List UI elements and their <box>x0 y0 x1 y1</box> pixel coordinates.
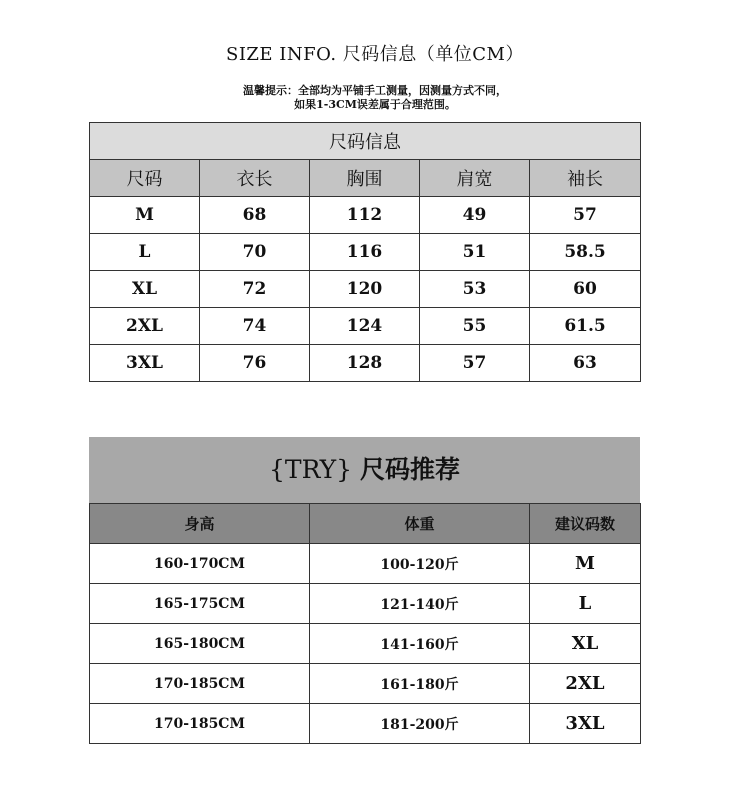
cell-size: 3XL <box>90 345 200 382</box>
cell-suggested-size: 2XL <box>530 664 641 704</box>
cell-suggested-size: L <box>530 584 641 624</box>
cell-weight: 141-160斤 <box>310 624 530 664</box>
size-table-caption-row <box>90 123 641 160</box>
cell-size: XL <box>90 271 200 308</box>
header-suggested-size: 建议码数 <box>530 504 641 544</box>
recommend-banner <box>89 437 640 503</box>
table-row <box>90 544 641 584</box>
table-row <box>90 664 641 704</box>
cell-sleeve: 57 <box>530 197 641 234</box>
cell-length: 68 <box>200 197 310 234</box>
size-recommend-table <box>89 503 641 744</box>
table-row <box>90 197 641 234</box>
recommend-header-row <box>90 504 641 544</box>
cell-length: 74 <box>200 308 310 345</box>
cell-suggested-size: 3XL <box>530 704 641 744</box>
cell-suggested-size: XL <box>530 624 641 664</box>
cell-chest: 112 <box>310 197 420 234</box>
cell-size: L <box>90 234 200 271</box>
cell-chest: 128 <box>310 345 420 382</box>
cell-height: 160-170CM <box>90 544 310 584</box>
cell-height: 165-180CM <box>90 624 310 664</box>
tip-line-2: 如果1-3CM误差属于合理范围。 <box>294 98 456 111</box>
table-row <box>90 704 641 744</box>
cell-chest: 124 <box>310 308 420 345</box>
header-shoulder: 肩宽 <box>420 160 530 197</box>
cell-length: 76 <box>200 345 310 382</box>
recommend-title: 尺码推荐 <box>359 455 460 484</box>
table-row <box>90 308 641 345</box>
measurement-tip <box>0 84 750 112</box>
page-title: SIZE INFO. 尺码信息（单位CM） <box>225 44 524 65</box>
cell-height: 165-175CM <box>90 584 310 624</box>
size-table-header-row <box>90 160 641 197</box>
table-row <box>90 624 641 664</box>
cell-weight: 161-180斤 <box>310 664 530 704</box>
cell-size: 2XL <box>90 308 200 345</box>
cell-shoulder: 55 <box>420 308 530 345</box>
header-size: 尺码 <box>90 160 200 197</box>
size-table-caption: 尺码信息 <box>90 123 641 160</box>
cell-shoulder: 53 <box>420 271 530 308</box>
cell-height: 170-185CM <box>90 704 310 744</box>
table-row <box>90 234 641 271</box>
size-info-table <box>89 122 641 382</box>
cell-height: 170-185CM <box>90 664 310 704</box>
cell-sleeve: 63 <box>530 345 641 382</box>
cell-suggested-size: M <box>530 544 641 584</box>
cell-chest: 120 <box>310 271 420 308</box>
cell-shoulder: 51 <box>420 234 530 271</box>
cell-weight: 181-200斤 <box>310 704 530 744</box>
cell-weight: 100-120斤 <box>310 544 530 584</box>
header-weight: 体重 <box>310 504 530 544</box>
table-row <box>90 271 641 308</box>
tip-line-1: 温馨提示：全部均为平铺手工测量，因测量方式不同， <box>243 84 507 97</box>
cell-weight: 121-140斤 <box>310 584 530 624</box>
header-chest: 胸围 <box>310 160 420 197</box>
try-label: {TRY} <box>268 455 353 484</box>
cell-sleeve: 61.5 <box>530 308 641 345</box>
cell-sleeve: 58.5 <box>530 234 641 271</box>
cell-length: 70 <box>200 234 310 271</box>
header-height: 身高 <box>90 504 310 544</box>
cell-sleeve: 60 <box>530 271 641 308</box>
header-sleeve: 袖长 <box>530 160 641 197</box>
header-length: 衣长 <box>200 160 310 197</box>
cell-shoulder: 49 <box>420 197 530 234</box>
cell-size: M <box>90 197 200 234</box>
table-row <box>90 345 641 382</box>
table-row <box>90 584 641 624</box>
cell-shoulder: 57 <box>420 345 530 382</box>
cell-length: 72 <box>200 271 310 308</box>
cell-chest: 116 <box>310 234 420 271</box>
